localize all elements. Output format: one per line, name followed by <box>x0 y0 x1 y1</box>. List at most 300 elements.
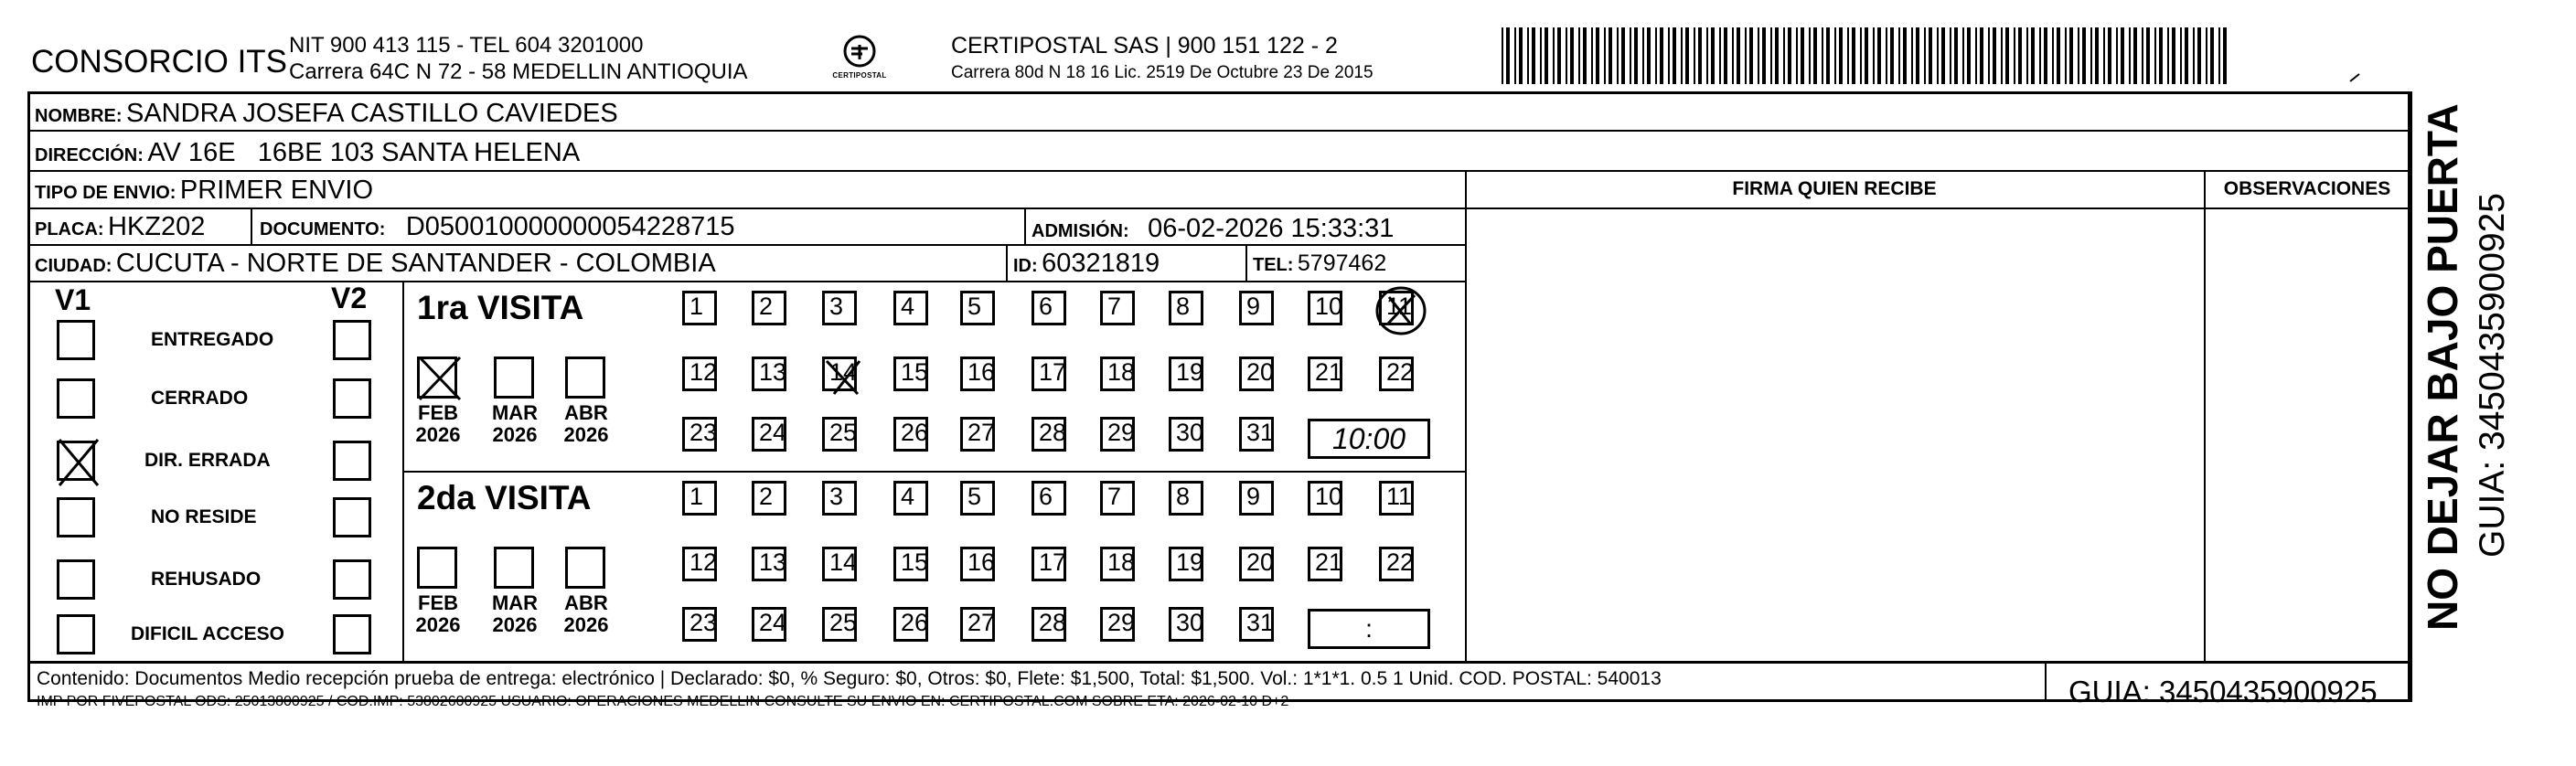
day-box[interactable] <box>1239 607 1274 642</box>
type-label: TIPO DE ENVIO: <box>35 183 176 203</box>
day-number: 26 <box>901 609 929 636</box>
barcode-bar <box>1877 27 1881 84</box>
v1-checkbox[interactable] <box>57 320 95 360</box>
day-number: 17 <box>1039 358 1067 386</box>
admission-label: ADMISIÓN: <box>1031 221 1129 241</box>
admission-field <box>1031 216 1394 242</box>
barcode-bar <box>1839 27 1843 84</box>
barcode-bar <box>2206 27 2207 84</box>
barcode-bar <box>2044 27 2047 84</box>
month-label <box>554 592 618 636</box>
day-number: 29 <box>1107 419 1136 446</box>
barcode-bar <box>1788 27 1791 84</box>
barcode-bar <box>1886 27 1887 84</box>
day-box[interactable] <box>682 291 717 325</box>
day-box[interactable] <box>752 417 786 452</box>
day-box[interactable] <box>752 291 786 325</box>
barcode-bar <box>2167 27 2169 84</box>
name-row <box>35 101 618 127</box>
day-number: 20 <box>1246 358 1275 386</box>
barcode-bar <box>1532 27 1535 84</box>
barcode-bar <box>2103 27 2105 84</box>
barcode-bar <box>1694 27 1695 84</box>
barcode-bar <box>1621 27 1625 84</box>
day-box[interactable] <box>893 547 928 581</box>
shipment-type: PRIMER ENVIO <box>179 176 374 205</box>
day-number: 19 <box>1176 548 1204 576</box>
day-box[interactable] <box>752 607 786 642</box>
day-number: 7 <box>1107 293 1122 320</box>
barcode-bar <box>1711 27 1715 84</box>
day-box[interactable] <box>1379 356 1414 391</box>
month-name: ABR <box>564 401 608 424</box>
barcode-bar <box>1660 27 1663 84</box>
name-label: NOMBRE: <box>35 106 123 126</box>
barcode-bar <box>1719 27 1721 84</box>
barcode-bar <box>1502 27 1503 84</box>
day-number: 10 <box>1315 483 1343 510</box>
v2-checkbox[interactable] <box>333 441 371 481</box>
barcode-bar <box>1796 27 1798 84</box>
company-name: CONSORCIO ITS <box>31 44 288 80</box>
day-number: 13 <box>759 358 787 386</box>
tick-mark <box>2348 71 2361 82</box>
barcode-bar <box>2082 27 2086 84</box>
month-name: MAR <box>491 401 539 424</box>
day-box[interactable] <box>960 356 995 391</box>
day-box[interactable] <box>1169 291 1203 325</box>
day-box[interactable] <box>682 607 717 642</box>
barcode-bar <box>2142 27 2143 84</box>
day-number: 27 <box>967 609 996 636</box>
day-number: 21 <box>1315 548 1343 576</box>
day-box[interactable] <box>1100 547 1135 581</box>
day-box[interactable] <box>1031 607 1066 642</box>
v2-checkbox[interactable] <box>333 320 371 360</box>
barcode-bar <box>1596 27 1599 84</box>
barcode-bar <box>1873 27 1875 84</box>
barcode-bar <box>1770 27 1772 84</box>
month-label <box>483 402 547 446</box>
day-number: 3 <box>829 293 844 320</box>
day-number: 18 <box>1107 548 1136 576</box>
day-number: 28 <box>1039 419 1067 446</box>
day-box[interactable] <box>893 417 928 452</box>
barcode-bar <box>2031 27 2035 84</box>
day-number: 4 <box>901 483 915 510</box>
barcode-bar <box>2039 27 2041 84</box>
logo-text: CERTIPOSTAL <box>832 71 887 80</box>
v1-checkbox[interactable] <box>57 497 95 537</box>
day-number: 25 <box>829 609 858 636</box>
status-label: NO RESIDE <box>151 506 257 527</box>
side-warning: NO DEJAR BAJO PUERTA <box>2419 103 2466 631</box>
day-number: 1 <box>689 293 704 320</box>
status-label: CERRADO <box>151 388 249 409</box>
barcode-bar <box>1937 27 1939 84</box>
v1-checkbox[interactable] <box>57 559 95 600</box>
day-number: 23 <box>689 609 718 636</box>
barcode-bar <box>1647 27 1651 84</box>
v2-checkbox[interactable] <box>333 614 371 654</box>
day-number: 8 <box>1176 483 1191 510</box>
id-value: 60321819 <box>1042 249 1160 278</box>
signature-label: FIRMA QUIEN RECIBE <box>1732 178 1937 199</box>
barcode-bar <box>2121 27 2124 84</box>
day-box[interactable] <box>1239 481 1274 516</box>
barcode-bar <box>1737 27 1740 84</box>
barcode-bar <box>1898 27 1900 84</box>
barcode-bar <box>1732 27 1734 84</box>
day-box[interactable] <box>1031 481 1066 516</box>
barcode-bar <box>1540 27 1542 84</box>
barcode-bar <box>1852 27 1855 84</box>
barcode-bar <box>1570 27 1574 84</box>
month-year: 2026 <box>563 613 609 637</box>
day-box[interactable] <box>1239 356 1274 391</box>
barcode-bar <box>2146 27 2150 84</box>
day-number: 1 <box>689 483 704 510</box>
barcode-bar <box>2095 27 2099 84</box>
barcode-bar <box>1681 27 1683 84</box>
month-name: FEB <box>418 401 458 424</box>
visit2-title: 2da VISITA <box>417 479 592 516</box>
barcode-bar <box>1506 27 1510 84</box>
v2-checkbox[interactable] <box>333 559 371 600</box>
barcode-bar <box>1745 27 1747 84</box>
barcode-bar <box>1758 27 1759 84</box>
month-checkbox-abr[interactable] <box>565 547 605 589</box>
day-box[interactable] <box>1100 356 1135 391</box>
barcode-bar <box>1980 27 1983 84</box>
barcode-bar <box>2065 27 2067 84</box>
document-label: DOCUMENTO: <box>260 219 386 239</box>
barcode-bar <box>2218 27 2220 84</box>
day-number: 18 <box>1107 358 1136 386</box>
v1-label: V1 <box>55 283 91 316</box>
barcode-bar <box>2057 27 2060 84</box>
day-box[interactable] <box>1031 356 1066 391</box>
barcode-bar <box>1655 27 1657 84</box>
barcode-bar <box>1962 27 1964 84</box>
day-box[interactable] <box>1031 291 1066 325</box>
month-label <box>483 592 547 636</box>
barcode-bar <box>1865 27 1868 84</box>
barcode-bar <box>2078 27 2079 84</box>
day-box[interactable] <box>1100 481 1135 516</box>
barcode-bar <box>1604 27 1606 84</box>
side-guide: GUIA: 3450435900925 <box>2473 193 2512 558</box>
barcode-bar <box>2001 27 2003 84</box>
day-box[interactable] <box>822 481 857 516</box>
barcode-bar <box>1903 27 1907 84</box>
day-box[interactable] <box>752 547 786 581</box>
barcode-bar <box>1685 27 1689 84</box>
day-number: 4 <box>901 293 915 320</box>
barcode-bar <box>2154 27 2156 84</box>
company-nit: NIT 900 413 115 - TEL 604 3201000 <box>289 33 644 58</box>
barcode-bar <box>1557 27 1561 84</box>
day-number: 2 <box>759 293 774 320</box>
day-number: 16 <box>967 358 996 386</box>
day-box[interactable] <box>822 356 857 391</box>
barcode-bar <box>1609 27 1612 84</box>
day-number: 12 <box>689 548 718 576</box>
barcode-bar <box>1834 27 1836 84</box>
barcode-bar <box>1749 27 1753 84</box>
barcode-bar <box>1706 27 1708 84</box>
barcode-bar <box>2052 27 2054 84</box>
day-number: 26 <box>901 419 929 446</box>
footer-contents: Contenido: Documentos Medio recepción prueba de entrega: electrónico | Declarado: $0, % Seguro: $0, Otros: $0, Flete: $1,500, Total: $1,500. Vol.: 1*1*1. 0.5 1 Unid. COD. POSTAL: 540013 <box>37 668 1662 689</box>
time-box[interactable] <box>1308 419 1430 459</box>
status-label: ENTREGADO <box>151 329 274 350</box>
barcode-bar <box>2129 27 2131 84</box>
day-box[interactable] <box>1031 547 1066 581</box>
day-box[interactable] <box>1308 481 1342 516</box>
barcode-bar <box>1988 27 1990 84</box>
barcode-bar <box>1630 27 1631 84</box>
time-box[interactable] <box>1308 609 1430 649</box>
day-box[interactable] <box>1308 291 1342 325</box>
day-number: 25 <box>829 419 858 446</box>
city-field <box>35 250 716 277</box>
day-box[interactable] <box>822 547 857 581</box>
barcode-bar <box>1890 27 1894 84</box>
address-label: DIRECCIÓN: <box>35 145 144 165</box>
barcode-bar <box>2180 27 2182 84</box>
barcode-bar <box>1950 27 1951 84</box>
barcode-bar <box>1916 27 1919 84</box>
status-label: DIR. ERRADA <box>144 450 271 471</box>
barcode-bar <box>1813 27 1817 84</box>
day-box[interactable] <box>1239 417 1274 452</box>
month-year: 2026 <box>415 423 461 447</box>
day-box[interactable] <box>1239 291 1274 325</box>
id-label: ID: <box>1013 256 1038 276</box>
barcode-bar <box>1566 27 1567 84</box>
barcode-bar <box>1941 27 1945 84</box>
day-box[interactable] <box>682 356 717 391</box>
barcode-bar <box>1698 27 1702 84</box>
barcode-bar <box>1775 27 1779 84</box>
barcode-bar <box>2223 27 2227 84</box>
barcode-bar <box>1954 27 1958 84</box>
barcode-bar <box>2014 27 2015 84</box>
day-number: 27 <box>967 419 996 446</box>
barcode-bar <box>2090 27 2092 84</box>
plate-value: HKZ202 <box>108 212 206 241</box>
day-box[interactable] <box>822 291 857 325</box>
day-box[interactable] <box>1308 356 1342 391</box>
day-number: 17 <box>1039 548 1067 576</box>
document-field <box>260 214 735 240</box>
month-label <box>406 402 470 446</box>
month-checkbox-feb[interactable] <box>417 547 457 589</box>
month-name: FEB <box>418 591 458 614</box>
tel-field <box>1253 252 1386 275</box>
day-box[interactable] <box>893 481 928 516</box>
barcode-bar <box>1545 27 1548 84</box>
barcode-bar <box>1578 27 1580 84</box>
day-number: 6 <box>1039 293 1053 320</box>
barcode-bar <box>2018 27 2022 84</box>
day-box[interactable] <box>1100 417 1135 452</box>
v2-checkbox[interactable] <box>333 378 371 419</box>
day-number: 24 <box>759 609 787 636</box>
day-box[interactable] <box>822 607 857 642</box>
month-checkbox-mar[interactable] <box>494 356 534 399</box>
barcode-bar <box>1975 27 1977 84</box>
barcode-bar <box>2108 27 2111 84</box>
carrier-address: Carrera 80d N 18 16 Lic. 2519 De Octubre 23 De 2015 <box>951 63 1374 82</box>
barcode-bar <box>1929 27 1932 84</box>
day-box[interactable] <box>1169 356 1203 391</box>
time-value: : <box>1365 614 1373 643</box>
day-box[interactable] <box>1169 607 1203 642</box>
barcode-bar <box>1519 27 1523 84</box>
admission-value: 06-02-2026 15:33:31 <box>1148 214 1395 243</box>
barcode-bar <box>1553 27 1555 84</box>
month-checkbox-feb[interactable] <box>417 356 457 399</box>
barcode-bar <box>1826 27 1830 84</box>
barcode-bar <box>2116 27 2118 84</box>
document-value: D050010000000054228715 <box>405 212 735 241</box>
barcode-bar <box>1860 27 1862 84</box>
month-label <box>554 402 618 446</box>
day-number: 11 <box>1386 483 1413 510</box>
day-number: 13 <box>759 548 787 576</box>
barcode-bar <box>1762 27 1766 84</box>
barcode-graphic <box>1502 27 2228 84</box>
address-row <box>35 140 580 166</box>
day-number: 22 <box>1386 548 1415 576</box>
city-label: CIUDAD: <box>35 256 112 276</box>
city-value: CUCUTA - NORTE DE SANTANDER - COLOMBIA <box>115 249 716 278</box>
v1-checkbox[interactable] <box>57 378 95 419</box>
v1-checkbox[interactable] <box>57 614 95 654</box>
footer-print-info: IMP POR FIVEPOSTAL ODS: 25013800925 / COD.IMP: 53802600925 USUARIO: OPERACIONES MEDELLIN CONSULTE SU ENVIO EN: CERTIPOSTAL.COM SOBRE ETA: 2026-02-10 D+2 <box>37 694 1289 709</box>
month-year: 2026 <box>492 613 538 637</box>
footer-guide: GUIA: 3450435900925 <box>2068 675 2378 708</box>
day-box[interactable] <box>1031 417 1066 452</box>
day-number: 14 <box>829 548 858 576</box>
day-box[interactable] <box>1100 291 1135 325</box>
barcode-bar <box>1724 27 1727 84</box>
day-box[interactable] <box>1169 417 1203 452</box>
barcode-bar <box>1993 27 1996 84</box>
day-box[interactable] <box>1100 607 1135 642</box>
day-number: 30 <box>1176 419 1204 446</box>
barcode-bar <box>1847 27 1849 84</box>
day-box[interactable] <box>682 481 717 516</box>
day-box[interactable] <box>1379 481 1414 516</box>
barcode-bar <box>1924 27 1926 84</box>
barcode-bar <box>1822 27 1823 84</box>
v2-label: V2 <box>331 282 368 314</box>
barcode-bar <box>1583 27 1587 84</box>
month-checkbox-abr[interactable] <box>565 356 605 399</box>
barcode-bar <box>1527 27 1529 84</box>
tel-label: TEL: <box>1253 255 1294 275</box>
day-box[interactable] <box>960 417 995 452</box>
month-checkbox-mar[interactable] <box>494 547 534 589</box>
type-row <box>35 177 373 204</box>
day-box[interactable] <box>752 356 786 391</box>
barcode-bar <box>1783 27 1785 84</box>
day-box[interactable] <box>822 417 857 452</box>
day-box[interactable] <box>1239 547 1274 581</box>
barcode-bar <box>1617 27 1619 84</box>
barcode-bar <box>2210 27 2214 84</box>
v1-checkbox[interactable] <box>57 441 95 481</box>
tel-value: 5797462 <box>1297 250 1387 276</box>
plate-field <box>35 214 205 240</box>
day-number: 7 <box>1107 483 1122 510</box>
barcode-bar <box>2069 27 2073 84</box>
barcode-bar <box>1967 27 1971 84</box>
barcode-bar <box>2133 27 2137 84</box>
day-box[interactable] <box>960 291 995 325</box>
day-box[interactable] <box>960 481 995 516</box>
month-year: 2026 <box>415 613 461 637</box>
status-label: REHUSADO <box>151 569 262 590</box>
day-number: 12 <box>689 358 718 386</box>
day-number: 2 <box>759 483 774 510</box>
day-number: 5 <box>967 483 982 510</box>
day-box[interactable] <box>1308 547 1342 581</box>
day-number: 23 <box>689 419 718 446</box>
visit1-title: 1ra VISITA <box>417 289 584 326</box>
day-box[interactable] <box>752 481 786 516</box>
day-number: 9 <box>1246 293 1261 320</box>
day-box[interactable] <box>682 417 717 452</box>
day-box[interactable] <box>893 291 928 325</box>
barcode-bar <box>1673 27 1676 84</box>
day-box[interactable] <box>893 607 928 642</box>
day-box[interactable] <box>1379 547 1414 581</box>
day-box[interactable] <box>960 607 995 642</box>
day-number: 11 <box>1386 293 1413 320</box>
day-number: 9 <box>1246 483 1261 510</box>
day-number: 30 <box>1176 609 1204 636</box>
day-box[interactable] <box>960 547 995 581</box>
day-box[interactable] <box>1169 481 1203 516</box>
day-box[interactable] <box>682 547 717 581</box>
barcode-bar <box>2185 27 2188 84</box>
day-number: 8 <box>1176 293 1191 320</box>
barcode-bar <box>2005 27 2009 84</box>
day-box[interactable] <box>893 356 928 391</box>
barcode-bar <box>1634 27 1638 84</box>
barcode-bar <box>2193 27 2195 84</box>
barcode-bar <box>1642 27 1644 84</box>
day-number: 15 <box>901 548 929 576</box>
barcode-bar <box>1591 27 1593 84</box>
day-box[interactable] <box>1169 547 1203 581</box>
carrier-name: CERTIPOSTAL SAS | 900 151 122 - 2 <box>951 33 1338 59</box>
v2-checkbox[interactable] <box>333 497 371 537</box>
month-label <box>406 592 470 636</box>
status-label: DIFICIL ACCESO <box>131 623 285 644</box>
month-year: 2026 <box>563 423 609 447</box>
day-number: 16 <box>967 548 996 576</box>
recipient-name: SANDRA JOSEFA CASTILLO CAVIEDES <box>126 99 618 128</box>
barcode-bar <box>1514 27 1516 84</box>
month-name: MAR <box>491 591 539 614</box>
day-box[interactable] <box>1379 291 1414 325</box>
day-number: 10 <box>1315 293 1343 320</box>
